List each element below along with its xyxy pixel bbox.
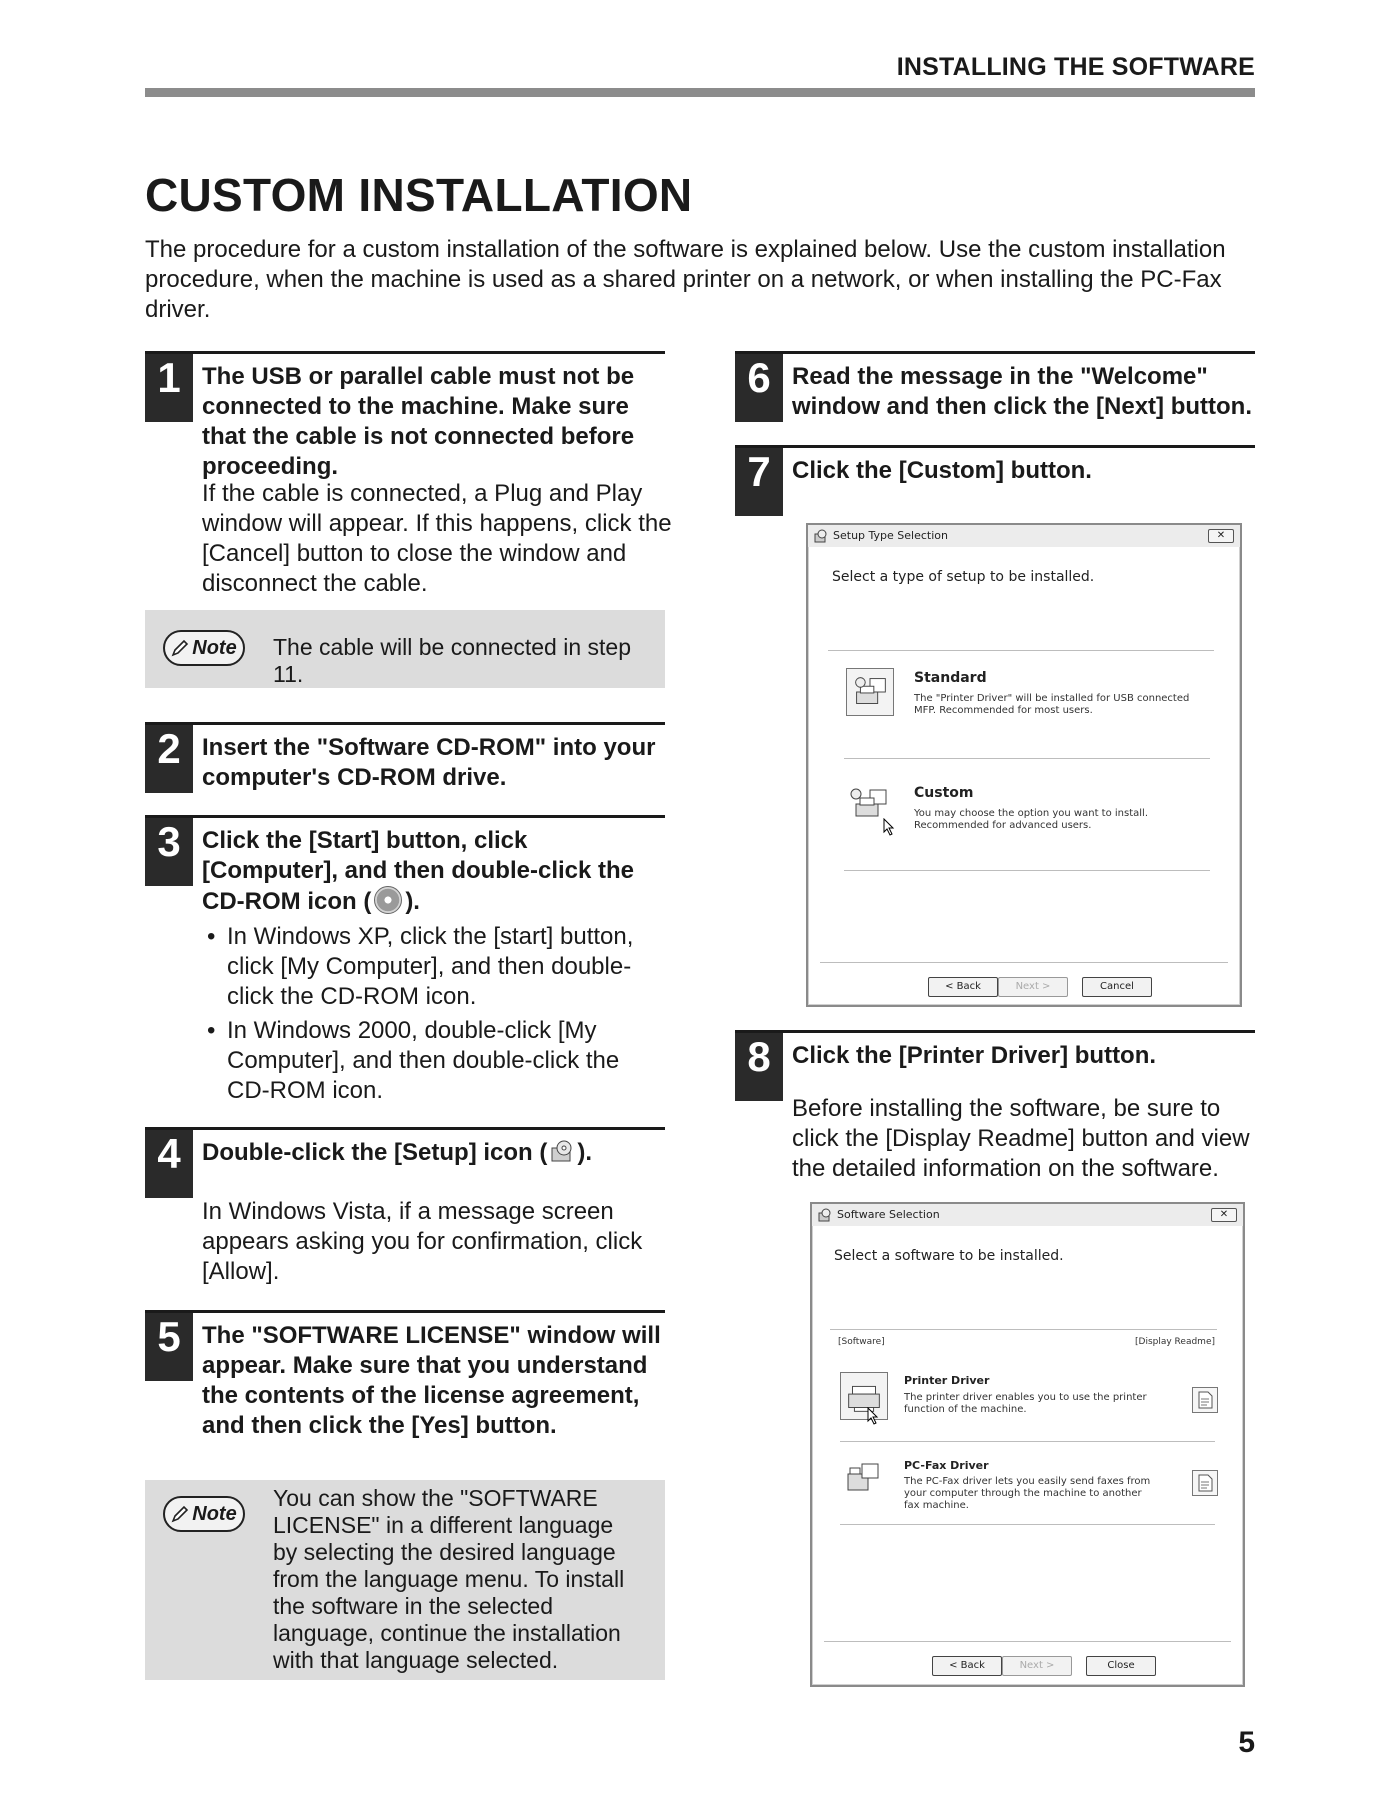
close-button[interactable]: ✕ xyxy=(1208,529,1234,543)
item-description: The PC-Fax driver lets you easily send faxes from your computer through the machine to another fax machine. xyxy=(904,1476,1151,1511)
bullet-text: In Windows XP, click the [start] button, click [My Computer], and then double-click the CD-ROM icon. xyxy=(227,923,634,1010)
setup-app-icon xyxy=(818,1208,832,1222)
bullet-mark: • xyxy=(207,923,216,950)
step-body: If the cable is connected, a Plug and Play window will appear. If this happens, click the [Cancel] button to close the window and disconnect the cable. xyxy=(202,480,672,597)
setup-icon xyxy=(549,1139,575,1165)
readme-button[interactable] xyxy=(1192,1470,1218,1496)
item-pc-fax-driver[interactable]: PC-Fax Driver xyxy=(904,1459,989,1472)
step-heading-close: ). xyxy=(577,1139,593,1166)
note-box xyxy=(145,610,665,688)
divider xyxy=(830,1329,1217,1330)
header-rule xyxy=(145,88,1255,97)
divider xyxy=(820,962,1228,963)
mouse-cursor-icon xyxy=(867,1407,879,1425)
option-custom[interactable]: Custom xyxy=(914,785,974,801)
step-3 xyxy=(145,815,665,1105)
divider xyxy=(840,1441,1215,1442)
printer-driver-icon[interactable] xyxy=(840,1372,888,1420)
back-button[interactable]: < Back xyxy=(928,977,998,997)
pencil-icon xyxy=(171,639,189,657)
window-title: Software Selection xyxy=(837,1208,940,1221)
divider xyxy=(844,758,1210,759)
step-7 xyxy=(735,445,1255,515)
step-bullets xyxy=(202,922,657,1110)
item-description: The printer driver enables you to use the printer function of the machine. xyxy=(904,1392,1147,1415)
close-dialog-button[interactable]: Close xyxy=(1086,1656,1156,1676)
step-number: 7 xyxy=(735,448,783,516)
close-button[interactable]: ✕ xyxy=(1211,1208,1237,1222)
page-number: 5 xyxy=(1238,1726,1255,1759)
document-icon xyxy=(1193,1471,1217,1495)
step-1 xyxy=(145,351,672,601)
setup-app-icon xyxy=(814,529,828,543)
step-number: 1 xyxy=(145,354,193,422)
window-prompt: Select a type of setup to be installed. xyxy=(832,569,1095,585)
document-icon xyxy=(1193,1388,1217,1412)
note-box xyxy=(145,1480,665,1680)
step-6 xyxy=(735,351,1255,421)
step-2 xyxy=(145,722,665,792)
readme-button[interactable] xyxy=(1192,1387,1218,1413)
cd-rom-icon xyxy=(374,886,402,914)
standard-printer-icon[interactable] xyxy=(846,668,894,716)
step-heading: Click the [Printer Driver] button. xyxy=(792,1042,1157,1069)
step-8 xyxy=(735,1030,1255,1190)
mouse-cursor-icon xyxy=(883,818,895,836)
step-5 xyxy=(145,1310,665,1475)
step-heading: Read the message in the "Welcome" window and then click the [Next] button. xyxy=(792,363,1252,420)
step-heading-text: Click the [Start] button, click [Computer], and then double-click the CD-ROM icon ( xyxy=(202,827,635,915)
step-heading: The "SOFTWARE LICENSE" window will appear. Make sure that you understand the contents of the license agreement, and then click the [Yes] button. xyxy=(202,1322,661,1439)
step-heading: The USB or parallel cable must not be connected to the machine. Make sure that the cable is not connected before proceeding. xyxy=(202,363,635,480)
option-standard[interactable]: Standard xyxy=(914,670,987,686)
step-heading: Insert the "Software CD-ROM" into your computer's CD-ROM drive. xyxy=(202,734,656,791)
software-selection-window xyxy=(810,1202,1245,1687)
pc-fax-driver-icon[interactable] xyxy=(840,1454,888,1502)
step-number: 8 xyxy=(735,1033,783,1101)
note-badge xyxy=(163,1496,245,1532)
step-4 xyxy=(145,1127,665,1287)
divider xyxy=(824,1641,1231,1642)
next-button[interactable]: Next > xyxy=(1002,1656,1072,1676)
column-header-software: [Software] xyxy=(838,1337,885,1347)
step-number: 2 xyxy=(145,725,193,793)
column-header-readme: [Display Readme] xyxy=(1135,1337,1215,1347)
note-badge xyxy=(163,630,245,666)
window-titlebar xyxy=(812,1204,1243,1226)
step-number: 4 xyxy=(145,1130,193,1198)
step-body: In Windows Vista, if a message screen appears asking you for confirmation, click [Allow]. xyxy=(202,1198,643,1285)
window-title: Setup Type Selection xyxy=(833,529,948,542)
window-titlebar xyxy=(808,525,1240,547)
step-number: 6 xyxy=(735,354,783,422)
running-head: INSTALLING THE SOFTWARE xyxy=(896,53,1255,81)
note-text: You can show the "SOFTWARE LICENSE" in a different language by selecting the desired language from the language menu. To install the software in the selected language, continue the installation with that language selected. xyxy=(273,1485,625,1673)
bullet-mark: • xyxy=(207,1017,216,1044)
note-label: Note xyxy=(192,1502,237,1525)
step-heading: Click the [Custom] button. xyxy=(792,457,1092,484)
step-body: Before installing the software, be sure to click the [Display Readme] button and view the detailed information on the software. xyxy=(792,1095,1250,1182)
step-number: 5 xyxy=(145,1313,193,1381)
item-printer-driver[interactable]: Printer Driver xyxy=(904,1374,990,1387)
step-heading xyxy=(202,826,662,917)
divider xyxy=(840,1524,1215,1525)
note-text: The cable will be connected in step 11. xyxy=(273,634,631,687)
next-button[interactable]: Next > xyxy=(998,977,1068,997)
intro-paragraph: The procedure for a custom installation of the software is explained below. Use the custom installation procedure, when the machine is used as a shared printer on a network, or when installing the PC-Fax driver. xyxy=(145,236,1226,323)
divider xyxy=(844,870,1210,871)
step-heading-close: ). xyxy=(405,888,420,915)
setup-type-window xyxy=(806,523,1242,1007)
back-button[interactable]: < Back xyxy=(932,1656,1002,1676)
step-heading-text: Double-click the [Setup] icon ( xyxy=(202,1139,548,1166)
list-item xyxy=(202,1016,657,1106)
option-description: The "Printer Driver" will be installed for USB connected MFP. Recommended for most users. xyxy=(914,693,1190,716)
cancel-button[interactable]: Cancel xyxy=(1082,977,1152,997)
step-number: 3 xyxy=(145,818,193,886)
step-heading xyxy=(202,1138,662,1168)
list-item xyxy=(202,922,657,1012)
window-prompt: Select a software to be installed. xyxy=(834,1248,1064,1264)
pencil-icon xyxy=(171,1505,189,1523)
note-label: Note xyxy=(192,636,237,659)
divider xyxy=(828,650,1214,651)
page-title: CUSTOM INSTALLATION xyxy=(145,169,693,221)
bullet-text: In Windows 2000, double-click [My Computer], and then double-click the CD-ROM icon. xyxy=(227,1017,620,1104)
option-description: You may choose the option you want to install. Recommended for advanced users. xyxy=(914,808,1149,831)
